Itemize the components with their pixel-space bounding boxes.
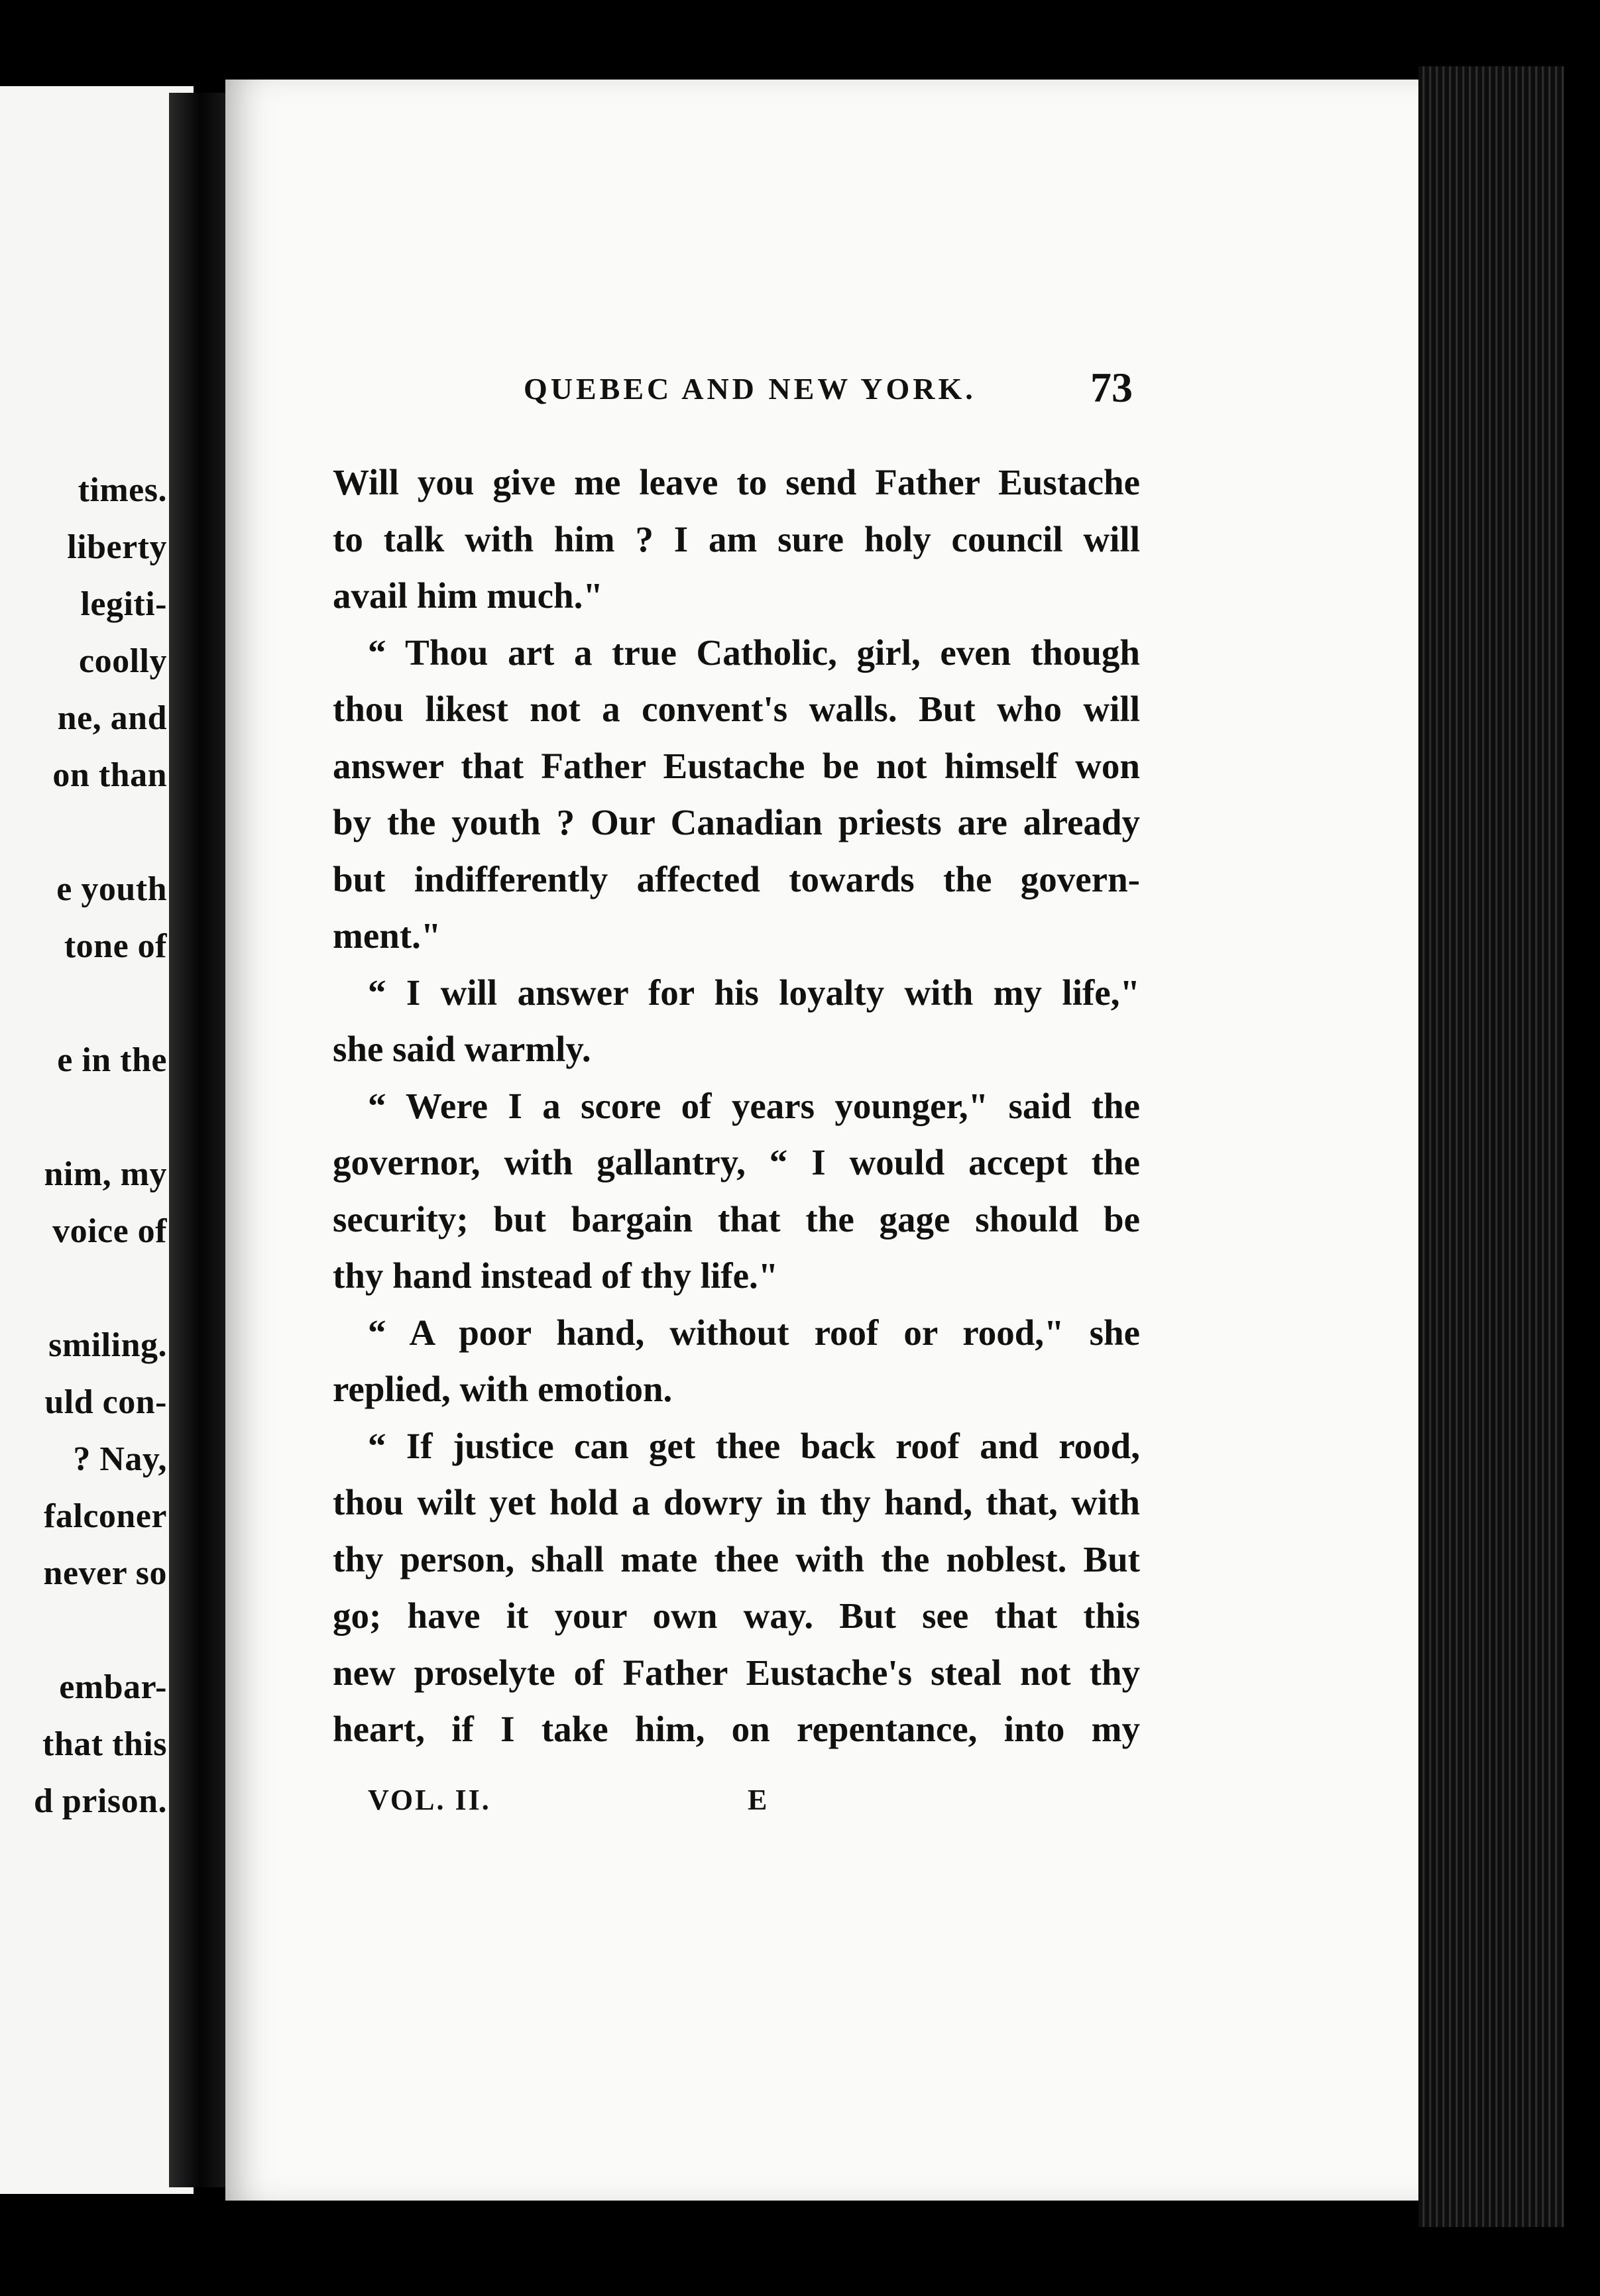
- body-text-line: thy person, shall mate thee with the noblest. But: [333, 1539, 1140, 1579]
- left-page-line: e youth: [56, 870, 167, 908]
- left-page-line: tone of: [64, 927, 167, 965]
- left-page-line: times.: [78, 471, 167, 509]
- left-page-line: embar-: [59, 1668, 167, 1706]
- book-gutter: [169, 93, 232, 2187]
- running-head: QUEBEC AND NEW YORK.: [524, 372, 976, 406]
- left-page-line: ? Nay,: [73, 1440, 167, 1478]
- body-text-line: “ A poor hand, without roof or rood," she: [368, 1312, 1140, 1353]
- left-page-line: smiling.: [48, 1326, 167, 1364]
- left-page-line: ne, and: [57, 699, 167, 737]
- body-text-line: replied, with emotion.: [333, 1369, 673, 1409]
- page-number: 73: [1090, 364, 1133, 411]
- body-text-line: “ I will answer for his loyalty with my life,": [368, 972, 1140, 1013]
- body-text-line: “ Were I a score of years younger," said the: [368, 1086, 1140, 1126]
- left-page-line: falconer: [44, 1497, 167, 1535]
- body-text-line: “ If justice can get thee back roof and rood,: [368, 1426, 1140, 1466]
- body-text-line: to talk with him ? I am sure holy council will: [333, 519, 1140, 559]
- page-fore-edge: [1418, 66, 1564, 2227]
- body-text-line: she said warmly.: [333, 1029, 591, 1069]
- signature-mark: E: [748, 1784, 768, 1816]
- left-page-line: e in the: [57, 1041, 167, 1079]
- body-text-line: go; have it your own way. But see that this: [333, 1595, 1140, 1636]
- body-text-line: Will you give me leave to send Father Eustache: [333, 462, 1140, 502]
- left-page-line: on than: [52, 756, 167, 794]
- body-text-line: ment.": [333, 915, 441, 956]
- left-page-line: legiti-: [80, 585, 167, 623]
- left-page-line: never so: [43, 1554, 167, 1592]
- body-text-line: answer that Father Eustache be not himself won: [333, 746, 1140, 786]
- body-text-line: by the youth ? Our Canadian priests are already: [333, 802, 1140, 842]
- volume-signature: VOL. II.: [368, 1784, 491, 1816]
- left-page-line: liberty: [67, 528, 167, 566]
- left-page-line: coolly: [79, 642, 167, 680]
- body-text-line: but indifferently affected towards the govern-: [333, 859, 1140, 899]
- body-text-line: thou wilt yet hold a dowry in thy hand, that, with: [333, 1482, 1140, 1522]
- left-page-line: nim, my: [44, 1155, 167, 1193]
- left-page-line: that this: [42, 1725, 167, 1763]
- body-text-line: thou likest not a convent's walls. But who will: [333, 689, 1140, 729]
- body-text-line: thy hand instead of thy life.": [333, 1255, 779, 1296]
- left-page-line: uld con-: [44, 1383, 167, 1421]
- body-text-line: governor, with gallantry, “ I would accept the: [333, 1142, 1140, 1182]
- body-text-line: avail him much.": [333, 575, 603, 616]
- previous-page-fragment: [0, 86, 194, 2194]
- body-text-line: security; but bargain that the gage should be: [333, 1199, 1140, 1239]
- body-text-line: “ Thou art a true Catholic, girl, even though: [368, 632, 1140, 673]
- body-text-line: new proselyte of Father Eustache's steal not thy: [333, 1652, 1140, 1693]
- left-page-line: d prison.: [33, 1782, 167, 1820]
- left-page-line: voice of: [52, 1212, 167, 1250]
- body-text-line: heart, if I take him, on repentance, into my: [333, 1709, 1140, 1749]
